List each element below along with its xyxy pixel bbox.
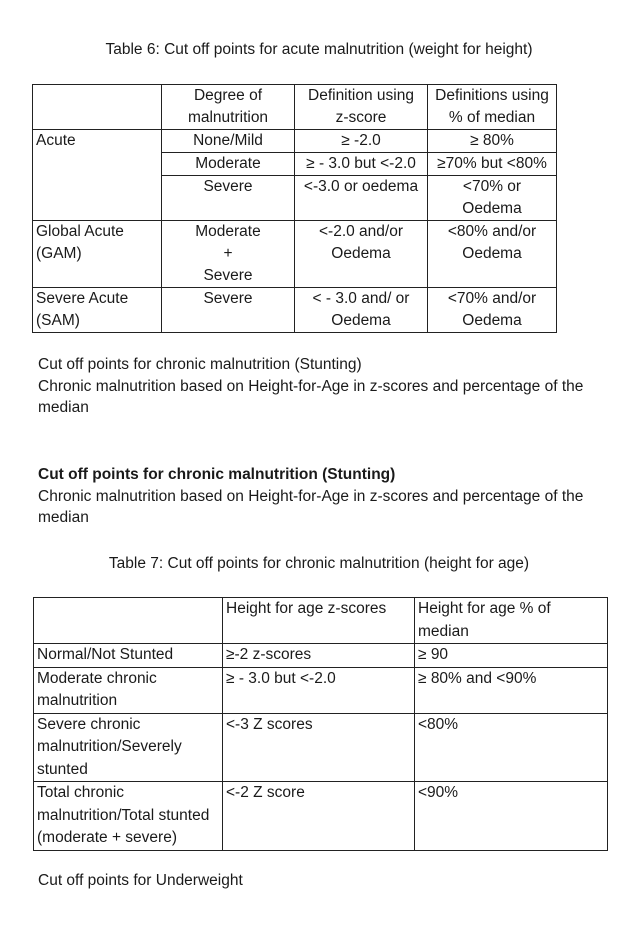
table-row (33, 288, 557, 333)
table-row (33, 221, 557, 288)
table-header-row (34, 598, 608, 644)
degree-cell: Severe (162, 176, 295, 221)
zscore-cell: <-2 Z score (223, 782, 415, 851)
row-label-acute: Acute (33, 130, 162, 221)
percent-cell: ≥ 80% and <90% (415, 667, 608, 713)
footer-heading: Cut off points for Underweight (38, 872, 243, 889)
acute-malnutrition-table (32, 84, 557, 333)
table-header-row (33, 85, 557, 130)
degree-cell: Severe (162, 288, 295, 333)
zscore-cell: ≥ - 3.0 but <-2.0 (223, 667, 415, 713)
paragraph-line: median (38, 509, 89, 526)
paragraph-stunting-plain (38, 354, 608, 419)
header-percent-median: Definitions using % of median (428, 85, 557, 130)
degree-cell: Moderate (162, 153, 295, 176)
percent-cell: <70% and/or Oedema (428, 288, 557, 333)
degree-cell: None/Mild (162, 130, 295, 153)
percent-cell: <90% (415, 782, 608, 851)
row-label: Severe chronic malnutrition/Severely stunted (34, 713, 223, 782)
zscore-cell: ≥ - 3.0 but <-2.0 (295, 153, 428, 176)
paragraph-line: Chronic malnutrition based on Height-for-Age in z-scores and percentage of the (38, 487, 584, 505)
header-cell-empty (33, 85, 162, 130)
table-row (34, 667, 608, 713)
row-label: Normal/Not Stunted (34, 644, 223, 668)
header-zscore: Definition using z-score (295, 85, 428, 130)
zscore-cell: <-2.0 and/or Oedema (295, 221, 428, 288)
percent-cell: <80% and/or Oedema (428, 221, 557, 288)
percent-cell: ≥70% but <80% (428, 153, 557, 176)
paragraph-stunting-bold (38, 464, 608, 529)
row-label: Total chronic malnutrition/Total stunted (moderate + severe) (34, 782, 223, 851)
row-label-gam: Global Acute (GAM) (33, 221, 162, 288)
paragraph-line: Chronic malnutrition based on Height-for-Age in z-scores and percentage of the (38, 377, 584, 395)
degree-cell: Moderate + Severe (162, 221, 295, 288)
percent-cell: <80% (415, 713, 608, 782)
table-row (34, 782, 608, 851)
header-cell-empty (34, 598, 223, 644)
paragraph-title: Cut off points for chronic malnutrition (Stunting) (38, 466, 396, 483)
row-label-sam: Severe Acute (SAM) (33, 288, 162, 333)
zscore-cell: < - 3.0 and/ or Oedema (295, 288, 428, 333)
chronic-malnutrition-table (33, 597, 608, 851)
percent-cell: ≥ 90 (415, 644, 608, 668)
percent-cell: ≥ 80% (428, 130, 557, 153)
percent-cell: <70% or Oedema (428, 176, 557, 221)
table-row (34, 713, 608, 782)
paragraph-line: median (38, 399, 89, 416)
header-percent-median: Height for age % of median (415, 598, 608, 644)
zscore-cell: <-3.0 or oedema (295, 176, 428, 221)
table6-caption: Table 6: Cut off points for acute malnutrition (weight for height) (105, 41, 533, 58)
paragraph-title: Cut off points for chronic malnutrition (Stunting) (38, 356, 362, 373)
zscore-cell: <-3 Z scores (223, 713, 415, 782)
table-row (34, 644, 608, 668)
row-label: Moderate chronic malnutrition (34, 667, 223, 713)
zscore-cell: ≥ -2.0 (295, 130, 428, 153)
header-zscore: Height for age z-scores (223, 598, 415, 644)
header-degree: Degree of malnutrition (162, 85, 295, 130)
table7-caption: Table 7: Cut off points for chronic malnutrition (height for age) (108, 555, 530, 572)
table-row (33, 130, 557, 153)
zscore-cell: ≥-2 z-scores (223, 644, 415, 668)
